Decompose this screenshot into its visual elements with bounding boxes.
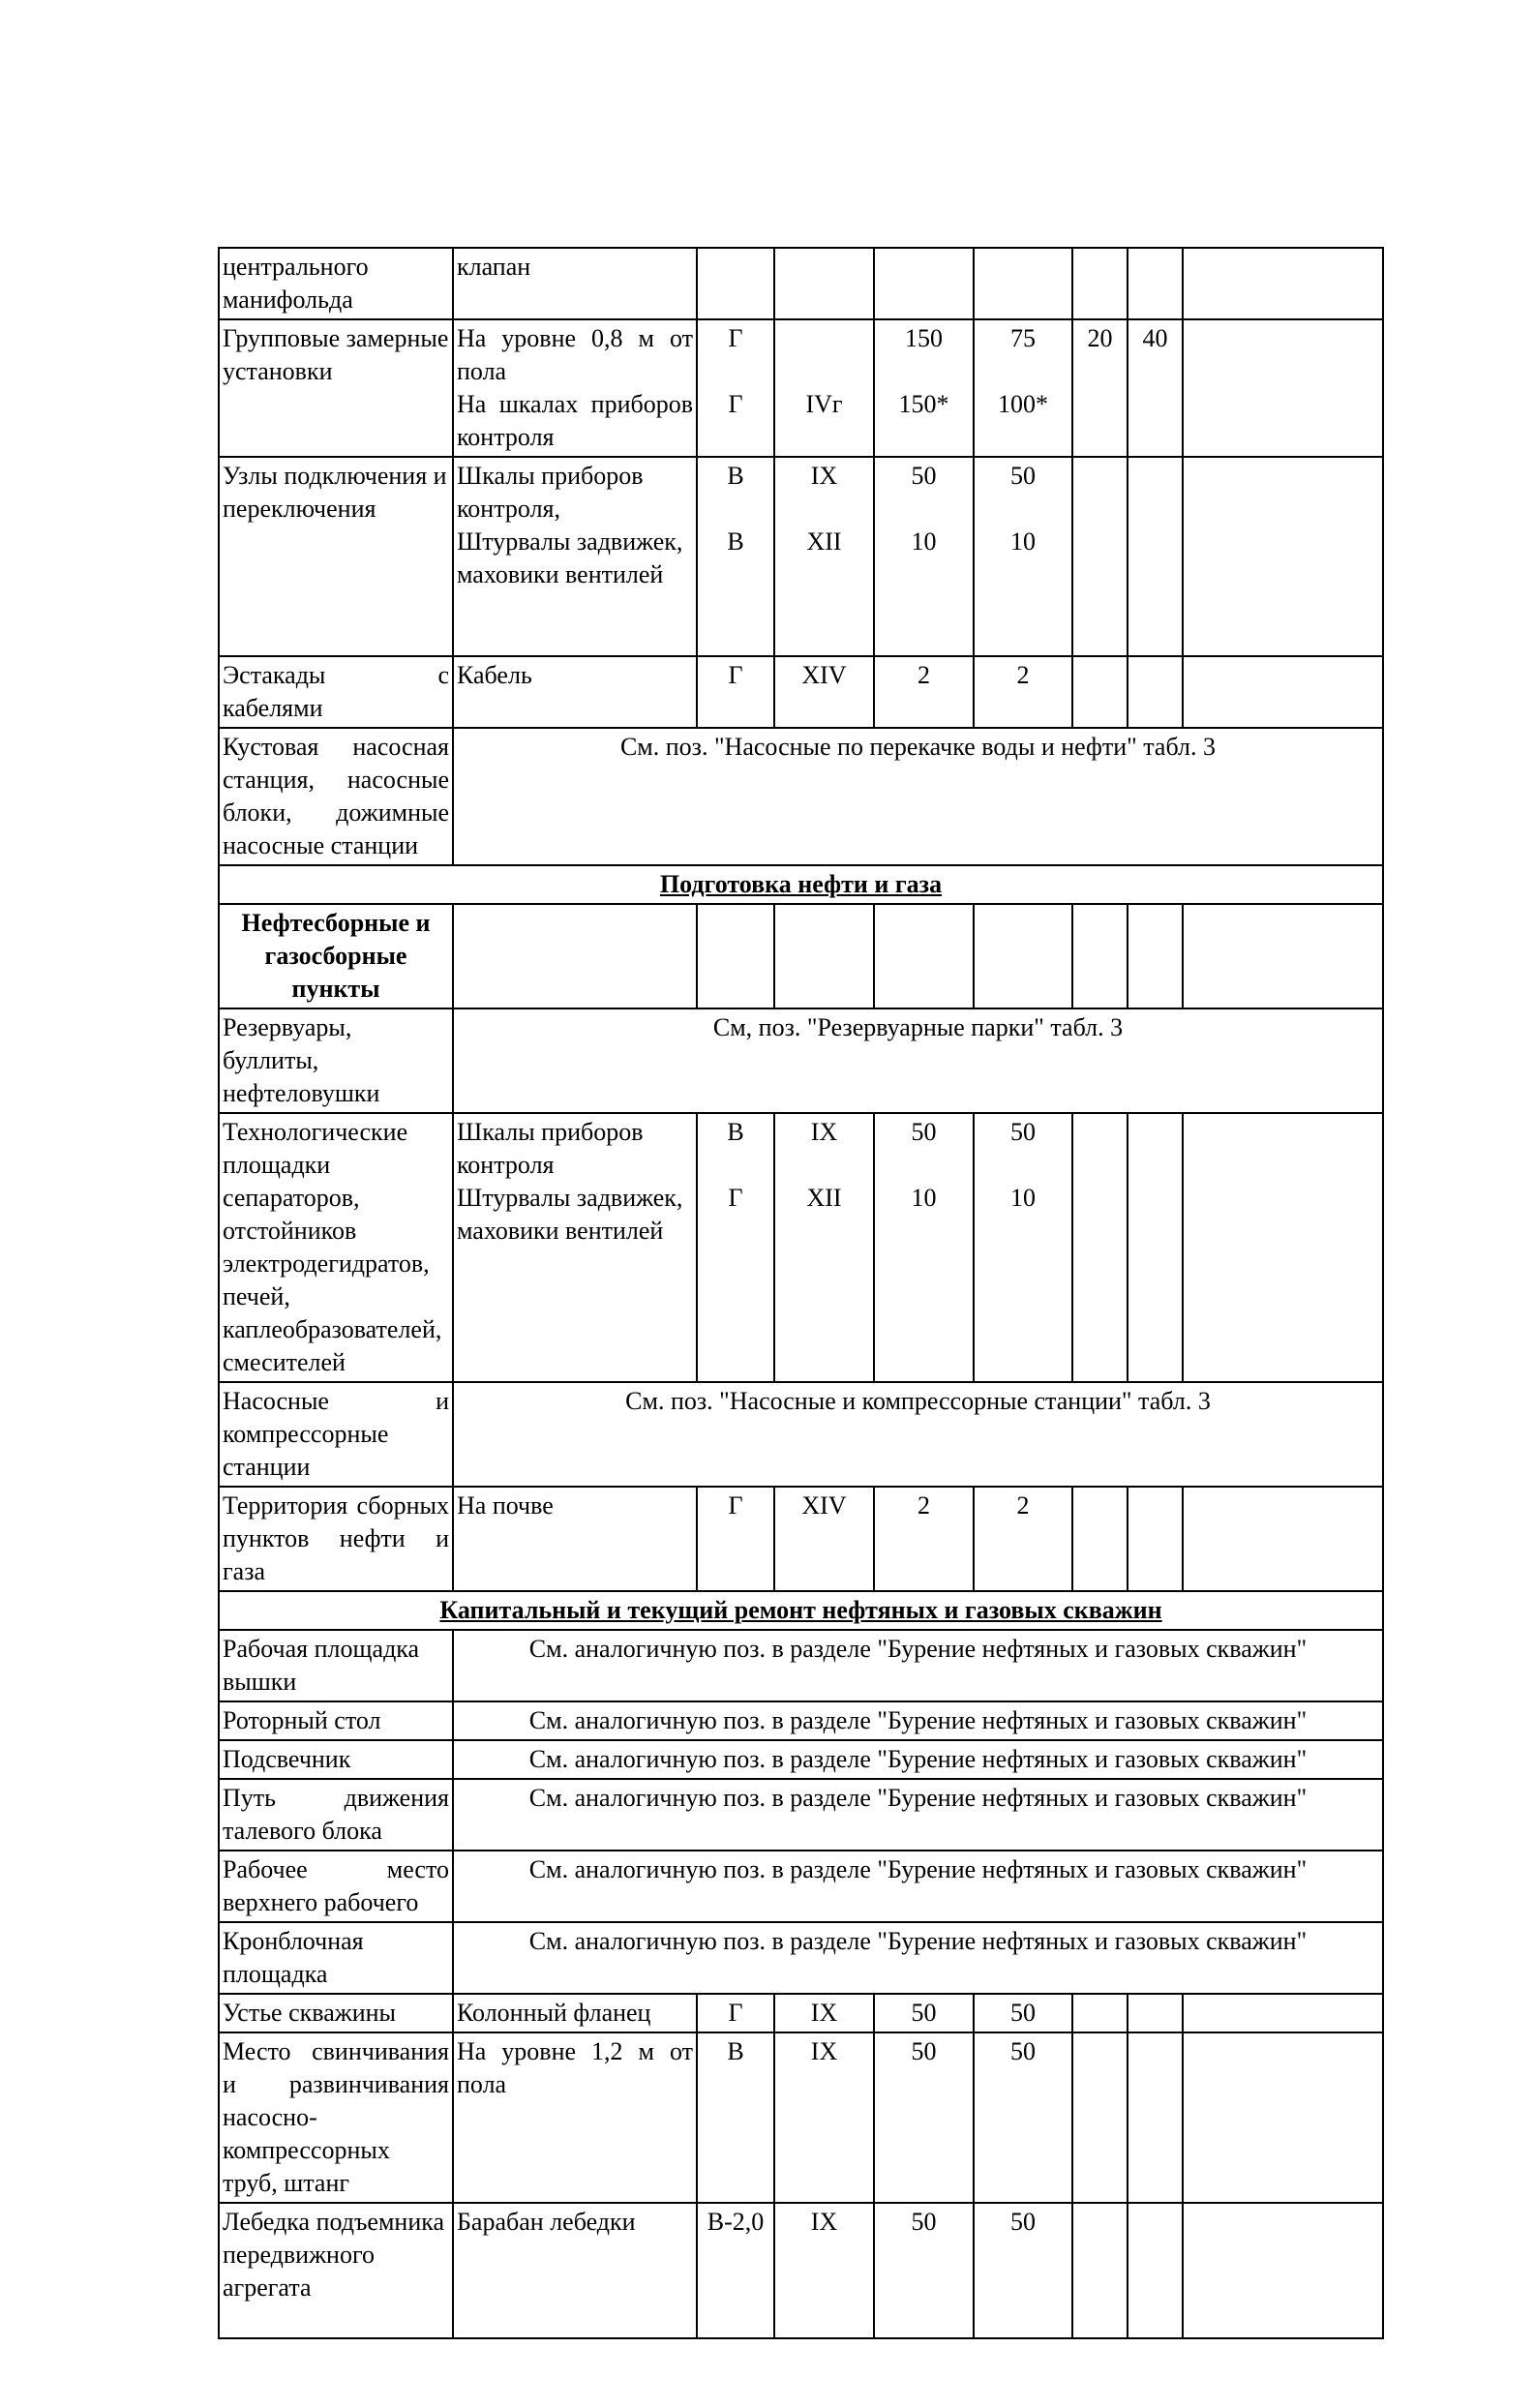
- object-cell: Рабочее место верхнего рабочего: [219, 1851, 453, 1922]
- table-row: [219, 1701, 1383, 1740]
- illum-cell-1: 2: [874, 656, 974, 728]
- table-row: [219, 1113, 1383, 1382]
- reference-cell: См. аналогичную поз. в разделе "Бурение нефтяных и газовых скважин": [453, 1701, 1383, 1740]
- place-cell: Колонный фланец: [453, 1994, 697, 2032]
- place-cell: На уровне 1,2 м от пола: [453, 2032, 697, 2203]
- object-cell: центрального манифольда: [219, 248, 453, 319]
- object-cell: Насосные и компрессорные станции: [219, 1382, 453, 1487]
- object-cell: Кустовая насосная станция, насосные блоки, дожимные насосные станции: [219, 728, 453, 865]
- place-cell: Шкалы приборов контроля Штурвалы задвижек, маховики вентилей: [453, 1113, 697, 1382]
- object-cell: Узлы подключения и переключения: [219, 457, 453, 656]
- reference-cell: См. аналогичную поз. в разделе "Бурение нефтяных и газовых скважин": [453, 1740, 1383, 1779]
- object-cell: Подсвечник: [219, 1740, 453, 1779]
- illum-cell-2: 50 10: [974, 1113, 1072, 1382]
- subclass-cell: XIV: [774, 1487, 874, 1591]
- reference-cell: См, поз. "Резервуарные парки" табл. 3: [453, 1008, 1383, 1113]
- coef-cell-1: 20: [1072, 319, 1128, 457]
- coef-cell-2: 40: [1128, 319, 1183, 457]
- subclass-cell: IX XII: [774, 457, 874, 656]
- illum-cell-1: 2: [874, 1487, 974, 1591]
- class-cell: В: [697, 2032, 774, 2203]
- reference-cell: См. аналогичную поз. в разделе "Бурение нефтяных и газовых скважин": [453, 1922, 1383, 1994]
- illum-cell-2: 50: [974, 1994, 1072, 2032]
- illum-cell-2: 50: [974, 2032, 1072, 2203]
- table-row: [219, 656, 1383, 728]
- class-cell: В Г: [697, 1113, 774, 1382]
- table-row: [219, 457, 1383, 656]
- subclass-cell: IX: [774, 2032, 874, 2203]
- illum-cell-1: 50: [874, 2032, 974, 2203]
- table-row: [219, 1487, 1383, 1591]
- class-cell: Г: [697, 1487, 774, 1591]
- place-cell: Барабан лебедки: [453, 2203, 697, 2338]
- section-row: [219, 865, 1383, 904]
- subclass-cell: IX XII: [774, 1113, 874, 1382]
- object-cell: Устье скважины: [219, 1994, 453, 2032]
- place-cell: клапан: [453, 248, 697, 319]
- class-cell: Г Г: [697, 319, 774, 457]
- table-row: [219, 1922, 1383, 1994]
- place-cell: Кабель: [453, 656, 697, 728]
- place-cell: Шкалы приборов контроля, Штурвалы задвижек, маховики вентилей: [453, 457, 697, 656]
- table-row: [219, 904, 1383, 1008]
- table-row: [219, 1630, 1383, 1701]
- object-cell: Эстакады с кабелями: [219, 656, 453, 728]
- table-row: [219, 1008, 1383, 1113]
- reference-cell: См. поз. "Насосные и компрессорные станции" табл. 3: [453, 1382, 1383, 1487]
- reference-cell: См. аналогичную поз. в разделе "Бурение нефтяных и газовых скважин": [453, 1630, 1383, 1701]
- object-cell: Лебедка подъемника передвижного агрегата: [219, 2203, 453, 2338]
- reference-cell: См. аналогичную поз. в разделе "Бурение нефтяных и газовых скважин": [453, 1851, 1383, 1922]
- illum-cell-2: 50 10: [974, 457, 1072, 656]
- reference-cell: См. поз. "Насосные по перекачке воды и нефти" табл. 3: [453, 728, 1383, 865]
- table-row: [219, 319, 1383, 457]
- class-cell: Г: [697, 1994, 774, 2032]
- group-heading: Нефтесборные и газосборные пункты: [219, 904, 453, 1008]
- table-row: [219, 1779, 1383, 1851]
- illum-cell-1: 50: [874, 1994, 974, 2032]
- illum-cell-2: 50: [974, 2203, 1072, 2338]
- table-row: [219, 1994, 1383, 2032]
- reference-cell: См. аналогичную поз. в разделе "Бурение нефтяных и газовых скважин": [453, 1779, 1383, 1851]
- object-cell: Кронблочная площадка: [219, 1922, 453, 1994]
- object-cell: Технологические площадки сепараторов, отстойников электродегидратов, печей, каплеобразователей, смесителей: [219, 1113, 453, 1382]
- section-row: [219, 1591, 1383, 1630]
- table-row: [219, 728, 1383, 865]
- object-cell: Путь движения талевого блока: [219, 1779, 453, 1851]
- table-row: [219, 1851, 1383, 1922]
- table-row: [219, 248, 1383, 319]
- illum-cell-1: 50 10: [874, 457, 974, 656]
- table-row: [219, 2203, 1383, 2338]
- illum-cell-1: 150 150*: [874, 319, 974, 457]
- norms-table: [218, 247, 1384, 2339]
- section-title: Подготовка нефти и газа: [219, 865, 1383, 904]
- table-row: [219, 2032, 1383, 2203]
- class-cell: В-2,0: [697, 2203, 774, 2338]
- table-row: [219, 1382, 1383, 1487]
- object-cell: Групповые замерные установки: [219, 319, 453, 457]
- place-cell: На почве: [453, 1487, 697, 1591]
- class-cell: В В: [697, 457, 774, 656]
- class-cell: Г: [697, 656, 774, 728]
- illum-cell-2: 2: [974, 1487, 1072, 1591]
- illum-cell-2: 2: [974, 656, 1072, 728]
- illum-cell-2: 75 100*: [974, 319, 1072, 457]
- object-cell: Роторный стол: [219, 1701, 453, 1740]
- object-cell: Место свинчивания и развинчивания насосно-компрессорных труб, штанг: [219, 2032, 453, 2203]
- table-row: [219, 1740, 1383, 1779]
- subclass-cell: XIV: [774, 656, 874, 728]
- subclass-cell: IVг: [774, 319, 874, 457]
- subclass-cell: IX: [774, 2203, 874, 2338]
- illum-cell-1: 50: [874, 2203, 974, 2338]
- object-cell: Территория сборных пунктов нефти и газа: [219, 1487, 453, 1591]
- illum-cell-1: 50 10: [874, 1113, 974, 1382]
- object-cell: Рабочая площадка вышки: [219, 1630, 453, 1701]
- section-title: Капитальный и текущий ремонт нефтяных и газовых скважин: [219, 1591, 1383, 1630]
- place-cell: На уровне 0,8 м от пола На шкалах приборов контроля: [453, 319, 697, 457]
- object-cell: Резервуары, буллиты, нефтеловушки: [219, 1008, 453, 1113]
- subclass-cell: IX: [774, 1994, 874, 2032]
